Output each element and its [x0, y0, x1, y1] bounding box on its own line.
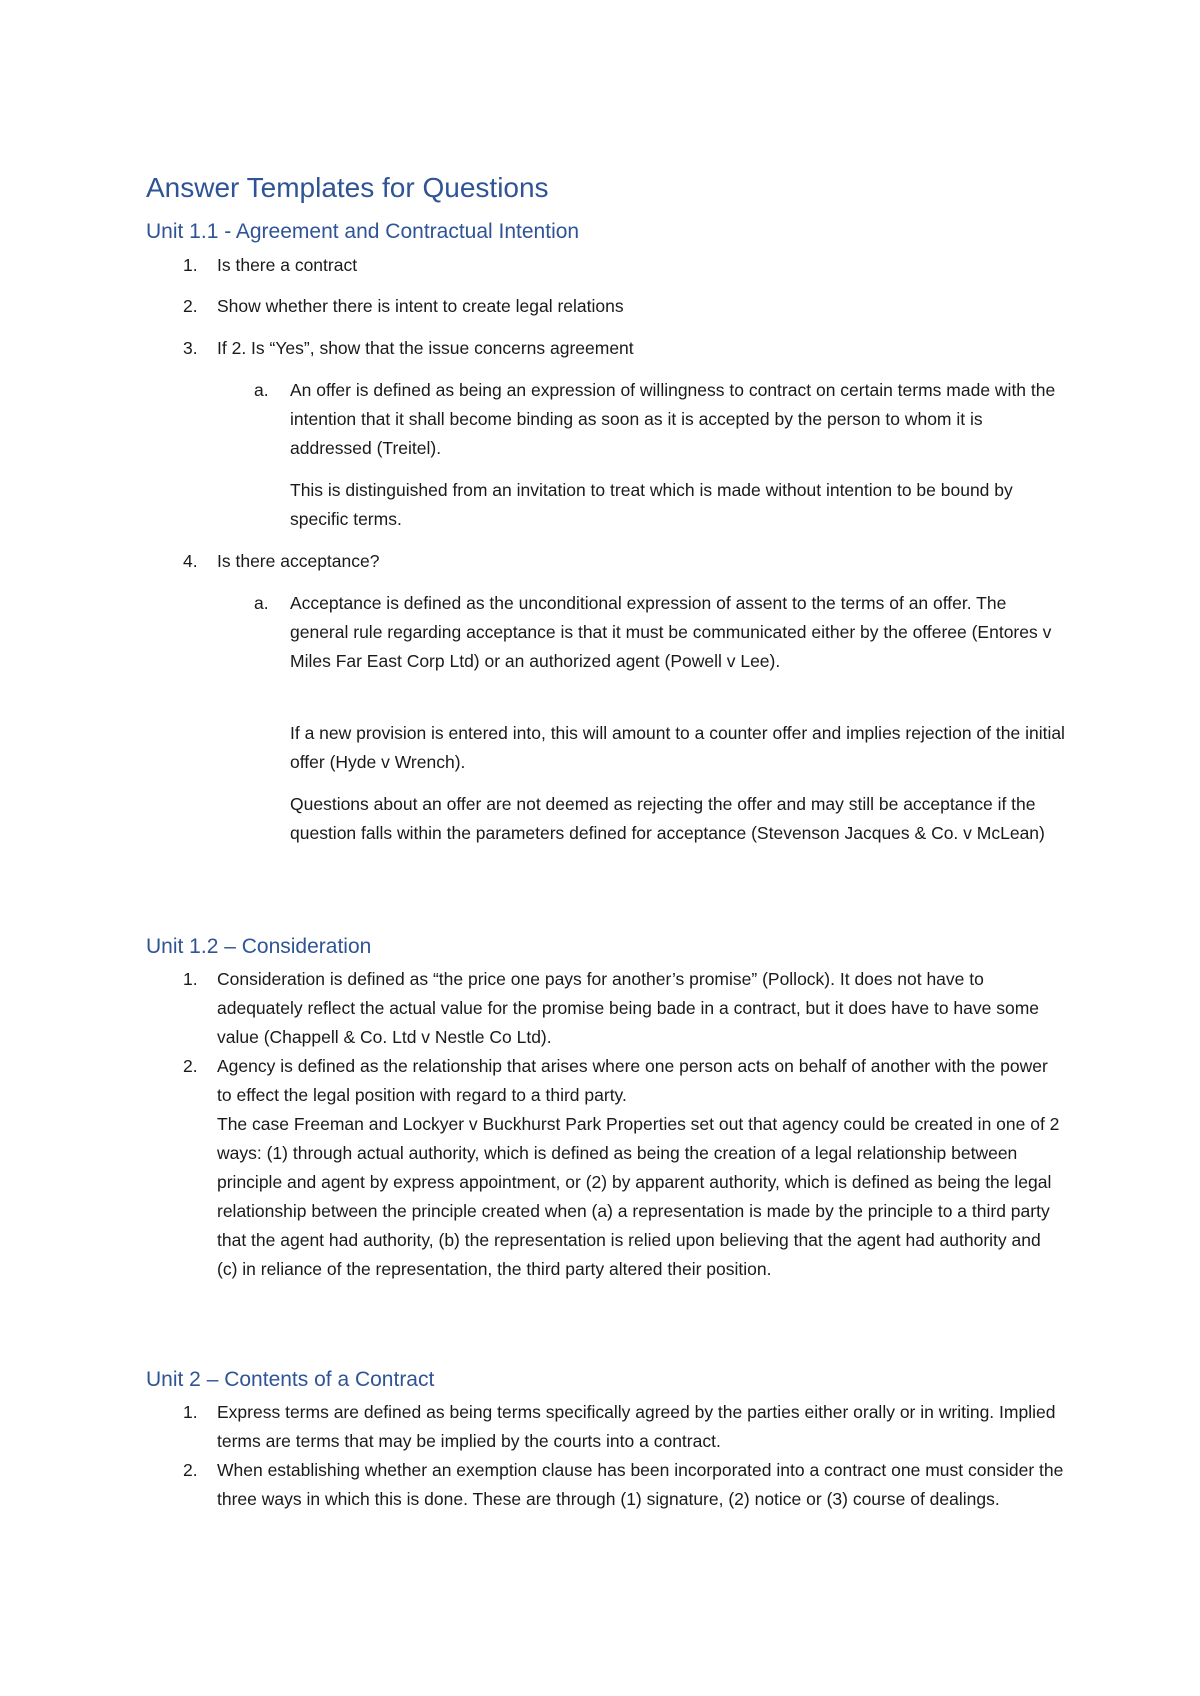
- unit-1-2-heading: Unit 1.2 – Consideration: [146, 935, 372, 958]
- unit-1-2-item-2-text-2: The case Freeman and Lockyer v Buckhurst Park Properties set out that agency could be created in one of 2 ways: (1) through actual authority, which is defined as being the creation of a legal relationship between principle and agent by express appointment, or (2) by apparent authority, which is defined as being the legal relationship between the principle created when (a) a representation is made by the principle to a third party that the agent had authority, (b) the representation is relied upon believing that the agent had authority and (c) in reliance of the representation, the third party altered their position.: [217, 1114, 1060, 1279]
- unit-1-1-item-3-number: 3.: [183, 338, 198, 358]
- unit-1-1-heading: Unit 1.1 - Agreement and Contractual Intention: [146, 220, 580, 243]
- unit-1-1-item-4a-para-1: Acceptance is defined as the unconditional expression of assent to the terms of an offer. The general rule regarding acceptance is that it must be communicated either by the offeree (Entores v Miles Far East Corp Ltd) or an authorized agent (Powell v Lee).: [290, 593, 1052, 671]
- unit-1-2-item-1-text: Consideration is defined as “the price one pays for another’s promise” (Pollock). It does not have to adequately reflect the actual value for the promise being bade in a contract, but it does have to have some value (Chappell & Co. Ltd v Nestle Co Ltd).: [217, 969, 1040, 1047]
- unit-1-1-item-2-number: 2.: [183, 296, 198, 316]
- unit-1-1-item-1-text: Is there a contract: [217, 255, 358, 275]
- unit-2-item-2-text: When establishing whether an exemption clause has been incorporated into a contract one must consider the three ways in which this is done. These are through (1) signature, (2) notice or (3) course of dealings.: [217, 1460, 1064, 1509]
- unit-1-1-item-3a-para-2: This is distinguished from an invitation to treat which is made without intention to be bound by specific terms.: [290, 480, 1013, 529]
- document-title: Answer Templates for Questions: [146, 172, 549, 203]
- unit-2-item-1-number: 1.: [183, 1402, 198, 1422]
- unit-1-1-item-4a-letter: a.: [254, 593, 269, 613]
- unit-1-1-item-3-text: If 2. Is “Yes”, show that the issue concerns agreement: [217, 338, 634, 358]
- unit-1-1-item-3a-para-1: An offer is defined as being an expression of willingness to contract on certain terms made with the intention that it shall become binding as soon as it is accepted by the person to whom it is addressed (Treitel).: [290, 380, 1056, 458]
- unit-1-2-item-2-number: 2.: [183, 1056, 198, 1076]
- unit-2-item-1-text: Express terms are defined as being terms specifically agreed by the parties either orally or in writing. Implied terms are terms that may be implied by the courts into a contract.: [217, 1402, 1056, 1451]
- unit-1-1-item-1-number: 1.: [183, 255, 198, 275]
- unit-1-1-item-4a-para-2: If a new provision is entered into, this will amount to a counter offer and implies rejection of the initial offer (Hyde v Wrench).: [290, 723, 1065, 772]
- unit-1-2-item-2-text: Agency is defined as the relationship that arises where one person acts on behalf of another with the power to effect the legal position with regard to a third party.: [217, 1056, 1048, 1105]
- unit-2-heading: Unit 2 – Contents of a Contract: [146, 1368, 435, 1391]
- unit-1-1-item-3a-letter: a.: [254, 380, 269, 400]
- unit-1-1-item-4a-para-3: Questions about an offer are not deemed as rejecting the offer and may still be acceptance if the question falls within the parameters defined for acceptance (Stevenson Jacques & Co. v McLean): [290, 794, 1045, 843]
- unit-1-2-item-1-number: 1.: [183, 969, 198, 989]
- unit-2-item-2-number: 2.: [183, 1460, 198, 1480]
- unit-1-1-item-2-text: Show whether there is intent to create legal relations: [217, 296, 624, 316]
- unit-1-1-item-4-number: 4.: [183, 551, 198, 571]
- unit-1-1-item-4-text: Is there acceptance?: [217, 551, 380, 571]
